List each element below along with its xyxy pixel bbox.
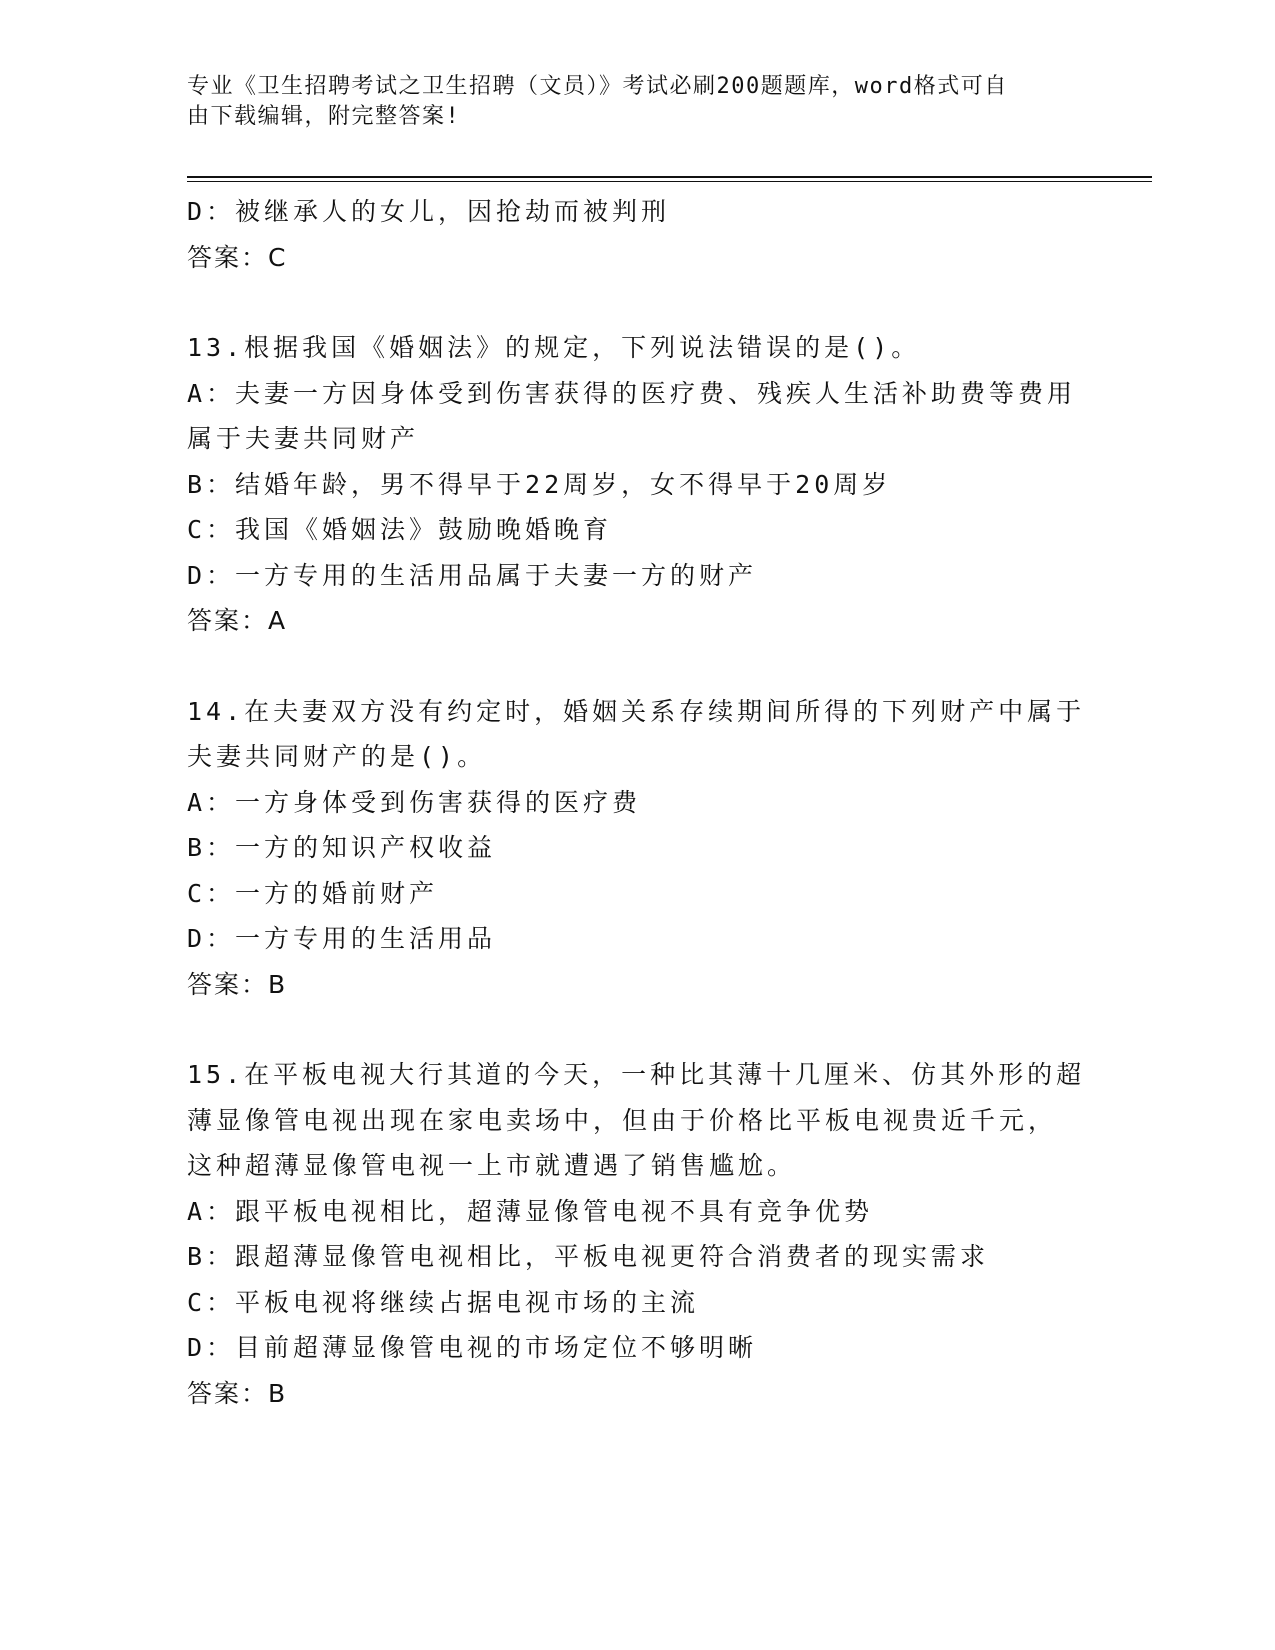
option-d: D：被继承人的女儿，因抢劫而被判刑 — [187, 197, 671, 226]
question-stem-continued: 这种超薄显像管电视一上市就遭遇了销售尴尬。 — [187, 1151, 797, 1180]
question-stem: 13.根据我国《婚姻法》的规定，下列说法错误的是()。 — [187, 333, 921, 362]
option-b: B：结婚年龄，男不得早于22周岁，女不得早于20周岁 — [187, 469, 892, 499]
header-divider-thin — [187, 181, 1152, 182]
option-a: A：跟平板电视相比，超薄显像管电视不具有竞争优势 — [187, 1196, 874, 1226]
option-a: A：夫妻一方因身体受到伤害获得的医疗费、残疾人生活补助费等费用 — [187, 378, 1077, 408]
option-c: C：平板电视将继续占据电视市场的主流 — [187, 1287, 700, 1317]
option-a: A：一方身体受到伤害获得的医疗费 — [187, 787, 642, 817]
option-b: B：一方的知识产权收益 — [187, 833, 497, 862]
question-15 — [187, 1052, 1087, 1416]
option-d: D：一方专用的生活用品 — [187, 924, 497, 953]
previous-question-tail — [187, 189, 1087, 280]
spacer — [187, 1007, 1087, 1052]
option-d: D：一方专用的生活用品属于夫妻一方的财产 — [187, 560, 758, 590]
question-stem: 15.在平板电视大行其道的今天，一种比其薄十几厘米、仿其外形的超 — [187, 1060, 1086, 1089]
option-c: C：我国《婚姻法》鼓励晚婚晚育 — [187, 515, 613, 544]
question-content — [187, 189, 1087, 1416]
answer-line: 答案：A — [187, 606, 288, 635]
question-stem-continued: 薄显像管电视出现在家电卖场中，但由于价格比平板电视贵近千元， — [187, 1105, 1058, 1135]
option-c: C：一方的婚前财产 — [187, 878, 439, 908]
question-14 — [187, 689, 1087, 1008]
spacer — [187, 644, 1087, 689]
page-header — [187, 72, 1067, 132]
question-stem: 14.在夫妻双方没有约定时，婚姻关系存续期间所得的下列财产中属于 — [187, 696, 1086, 726]
answer-line: 答案：B — [187, 1378, 288, 1408]
spacer — [187, 280, 1087, 325]
header-line-2: 由下载编辑，附完整答案! — [187, 104, 461, 129]
header-divider-thick — [187, 176, 1152, 178]
option-b: B：跟超薄显像管电视相比，平板电视更符合消费者的现实需求 — [187, 1242, 990, 1271]
answer-line: 答案：C — [187, 242, 288, 272]
question-stem-continued: 夫妻共同财产的是()。 — [187, 742, 487, 771]
answer-line: 答案：B — [187, 969, 288, 999]
question-13 — [187, 325, 1087, 644]
option-a-continued: 属于夫妻共同财产 — [187, 424, 420, 453]
option-d: D：目前超薄显像管电视的市场定位不够明晰 — [187, 1333, 758, 1362]
header-line-1: 专业《卫生招聘考试之卫生招聘（文员）》考试必刷200题题库，word格式可自 — [187, 74, 1008, 99]
